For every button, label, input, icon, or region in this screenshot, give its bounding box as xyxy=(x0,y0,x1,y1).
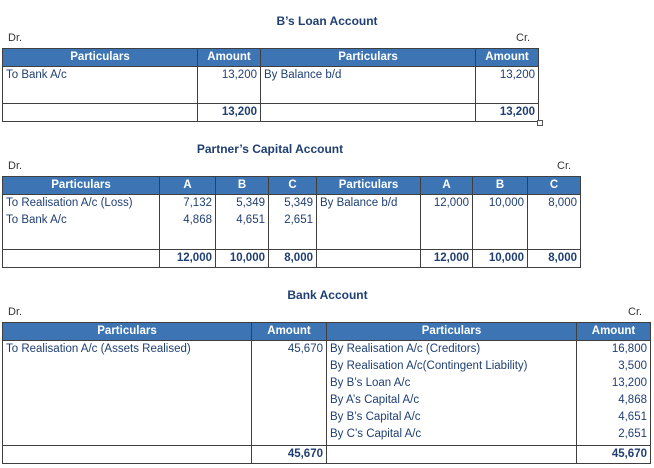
loan-header-amount-left: Amount xyxy=(198,49,261,67)
capital-left-a xyxy=(160,195,216,250)
bank-left-particulars: To Realisation A/c (Assets Realised) xyxy=(3,341,252,446)
loan-cr-label: Cr. xyxy=(516,32,531,44)
capital-total-ra: 12,000 xyxy=(421,250,473,268)
capital-left-a-1: 4,868 xyxy=(183,214,212,226)
capital-left-particulars xyxy=(3,195,160,250)
loan-total-row xyxy=(3,104,539,122)
bank-header-particulars-left: Particulars xyxy=(3,323,252,341)
bank-right-particular-4: By B’s Capital A/c xyxy=(330,411,421,423)
bank-right-particular-5: By C’s Capital A/c xyxy=(330,428,422,440)
bank-right-particulars xyxy=(327,341,577,446)
bank-total-left: 45,670 xyxy=(252,446,327,464)
capital-account-title: Partner’s Capital Account xyxy=(196,142,344,156)
loan-right-particulars: By Balance b/d xyxy=(261,67,476,104)
loan-dr-label: Dr. xyxy=(8,32,23,44)
loan-header-particulars-right: Particulars xyxy=(261,49,476,67)
bank-header-amount-left: Amount xyxy=(252,323,327,341)
bank-right-particular-2: By B’s Loan A/c xyxy=(330,377,411,389)
capital-right-a: 12,000 xyxy=(421,195,473,250)
capital-left-c-1: 2,651 xyxy=(284,214,313,226)
capital-left-a-0: 7,132 xyxy=(183,197,212,209)
capital-left-c-0: 5,349 xyxy=(284,197,313,209)
loan-account-title: B’s Loan Account xyxy=(276,14,378,28)
capital-left-b-0: 5,349 xyxy=(236,197,265,209)
capital-total-row xyxy=(3,250,581,268)
loan-total-right: 13,200 xyxy=(476,104,539,122)
capital-right-particulars: By Balance b/d xyxy=(317,195,421,250)
loan-total-blank-left xyxy=(3,104,198,122)
capital-header-c-right: C xyxy=(528,177,581,195)
bank-right-amount-1: 3,500 xyxy=(618,360,647,372)
loan-total-left: 13,200 xyxy=(198,104,261,122)
bank-right-amount-4: 4,651 xyxy=(618,411,647,423)
capital-header-row xyxy=(3,177,581,195)
loan-header-particulars-left: Particulars xyxy=(3,49,198,67)
bank-total-right: 45,670 xyxy=(577,446,651,464)
capital-account-table xyxy=(2,176,581,268)
capital-left-c xyxy=(269,195,317,250)
bank-entry-row xyxy=(3,341,651,446)
capital-entry-row xyxy=(3,195,581,250)
capital-right-c: 8,000 xyxy=(528,195,581,250)
bank-total-blank-left xyxy=(3,446,252,464)
loan-total-blank-right xyxy=(261,104,476,122)
capital-left-particular-0: To Realisation A/c (Loss) xyxy=(6,197,133,209)
bank-account-table xyxy=(2,322,651,464)
bank-right-amount-0: 16,800 xyxy=(611,343,647,355)
bank-left-amount: 45,670 xyxy=(252,341,327,446)
bank-right-particular-3: By A’s Capital A/c xyxy=(330,394,420,406)
bank-right-amount-3: 4,868 xyxy=(618,394,647,406)
capital-dr-label: Dr. xyxy=(8,160,23,172)
bank-right-amount-5: 2,651 xyxy=(618,428,647,440)
capital-left-b xyxy=(216,195,269,250)
loan-left-particulars: To Bank A/c xyxy=(3,67,198,104)
capital-total-rb: 10,000 xyxy=(473,250,528,268)
bank-total-blank-right xyxy=(327,446,577,464)
bank-header-particulars-right: Particulars xyxy=(327,323,577,341)
capital-right-b: 10,000 xyxy=(473,195,528,250)
capital-total-blank-left xyxy=(3,250,160,268)
capital-header-b-right: B xyxy=(473,177,528,195)
capital-total-la: 12,000 xyxy=(160,250,216,268)
loan-left-amount: 13,200 xyxy=(198,67,261,104)
loan-header-row xyxy=(3,49,539,67)
loan-right-amount: 13,200 xyxy=(476,67,539,104)
capital-total-blank-right xyxy=(317,250,421,268)
capital-header-c-left: C xyxy=(269,177,317,195)
capital-total-rc: 8,000 xyxy=(528,250,581,268)
capital-cr-label: Cr. xyxy=(557,160,572,172)
capital-total-lb: 10,000 xyxy=(216,250,269,268)
loan-entry-row xyxy=(3,67,539,104)
capital-header-particulars-left: Particulars xyxy=(3,177,160,195)
bank-right-amount-2: 13,200 xyxy=(611,377,647,389)
capital-header-a-right: A xyxy=(421,177,473,195)
bank-dr-label: Dr. xyxy=(8,306,23,318)
bank-header-amount-right: Amount xyxy=(577,323,651,341)
cell-resize-handle[interactable] xyxy=(537,120,543,126)
bank-cr-label: Cr. xyxy=(628,306,643,318)
bank-right-particular-1: By Realisation A/c(Contingent Liability) xyxy=(330,360,528,372)
capital-left-b-1: 4,651 xyxy=(236,214,265,226)
capital-header-particulars-right: Particulars xyxy=(317,177,421,195)
loan-account-table xyxy=(2,48,539,122)
bank-header-row xyxy=(3,323,651,341)
bank-right-particular-0: By Realisation A/c (Creditors) xyxy=(330,343,481,355)
capital-left-particular-1: To Bank A/c xyxy=(6,214,67,226)
loan-header-amount-right: Amount xyxy=(476,49,539,67)
bank-account-title: Bank Account xyxy=(287,288,368,302)
capital-header-a-left: A xyxy=(160,177,216,195)
bank-total-row xyxy=(3,446,651,464)
capital-header-b-left: B xyxy=(216,177,269,195)
bank-right-amounts xyxy=(577,341,651,446)
capital-total-lc: 8,000 xyxy=(269,250,317,268)
